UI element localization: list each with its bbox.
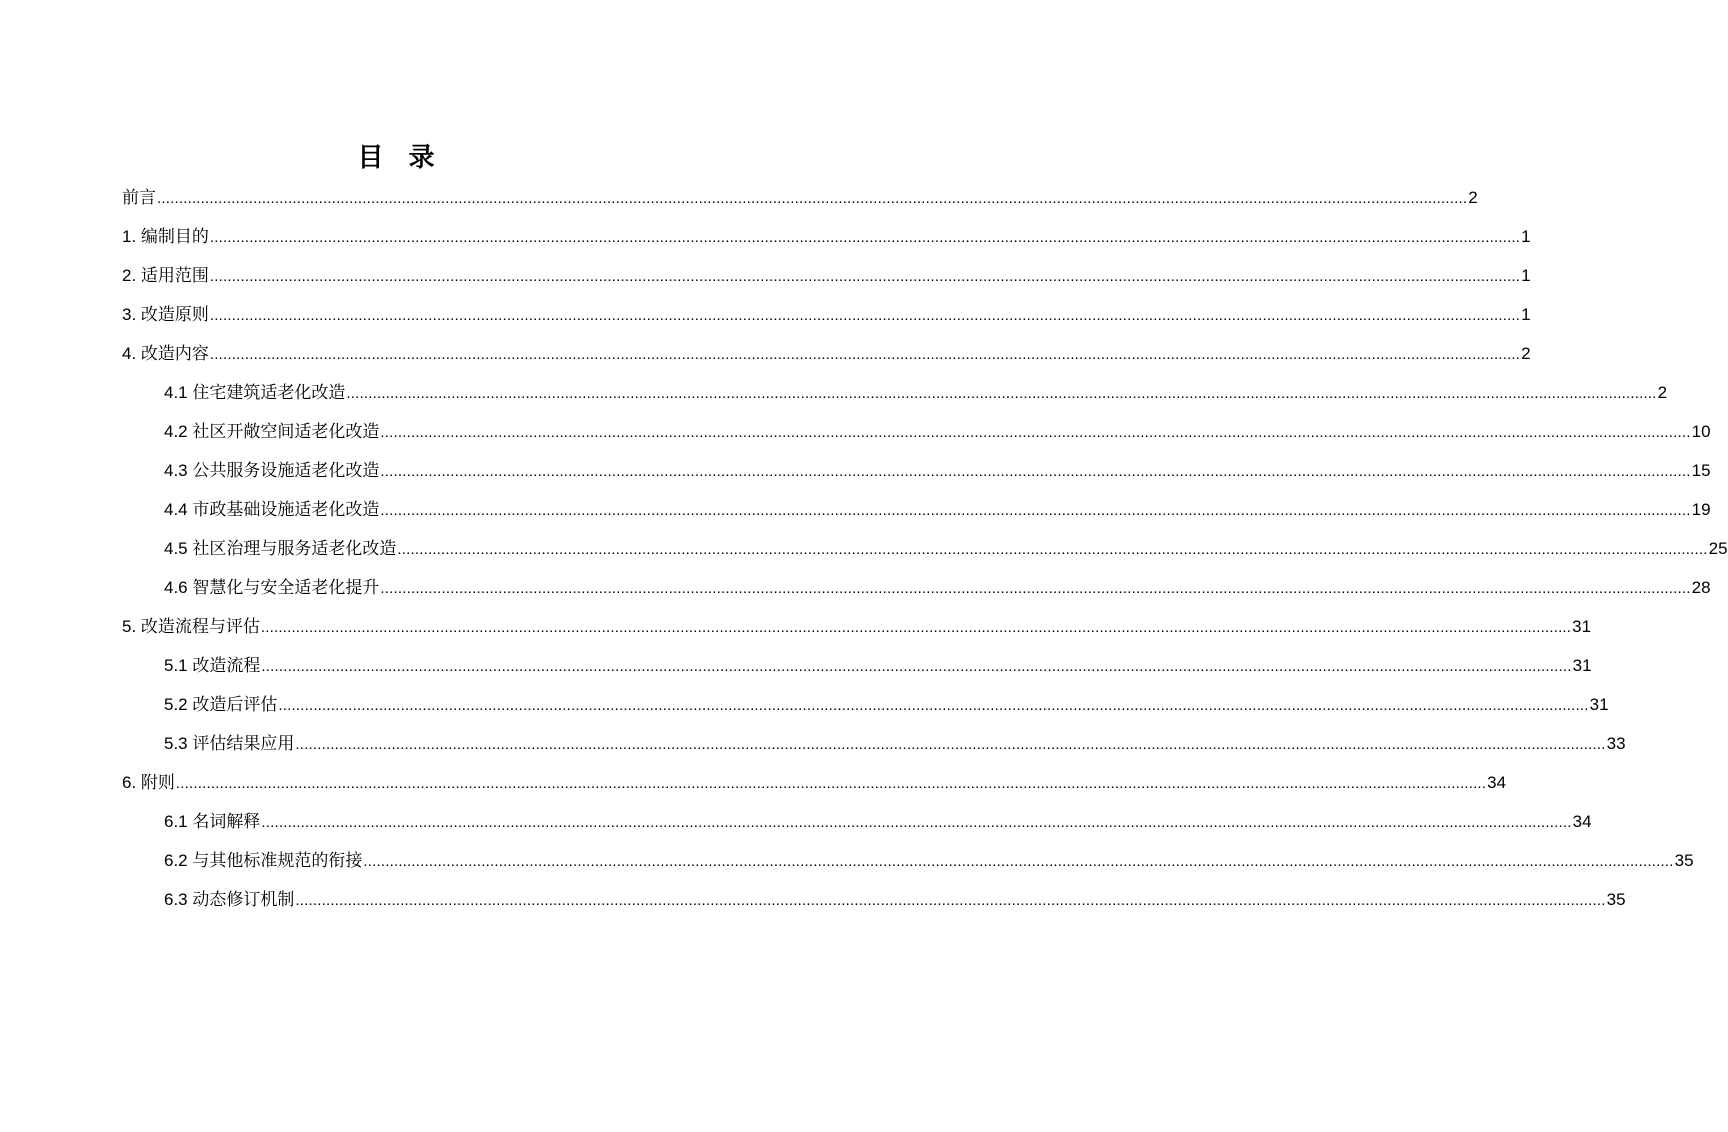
toc-dot-leader: ............................................................................................................................................................................................................................................................................................................: [209, 268, 1521, 285]
toc-entry[interactable]: [122, 183, 1478, 222]
toc-entry-number: 5.: [122, 617, 137, 636]
toc-entry[interactable]: [122, 885, 1626, 924]
toc-entry-text: 市政基础设施适老化改造: [192, 500, 380, 519]
toc-entry-text: 名词解释: [192, 812, 261, 831]
toc-entry[interactable]: [122, 729, 1626, 768]
toc-entry[interactable]: [122, 612, 1592, 651]
toc-dot-leader: ............................................................................................................................................................................................................................................................................................................: [380, 463, 1691, 480]
toc-dot-leader: ............................................................................................................................................................................................................................................................................................................: [209, 307, 1521, 324]
toc-page-number: 2: [1468, 188, 1478, 207]
toc-entry-title: [122, 222, 209, 252]
toc-entry-title: [164, 690, 277, 720]
toc-list: [122, 183, 1728, 924]
toc-page-number: 31: [1572, 656, 1592, 675]
toc-dot-leader: ............................................................................................................................................................................................................................................................................................................: [346, 385, 1657, 402]
toc-dot-leader: ............................................................................................................................................................................................................................................................................................................: [209, 346, 1521, 363]
toc-entry[interactable]: [122, 846, 1694, 885]
toc-entry[interactable]: [122, 534, 1728, 573]
toc-entry-text: 前言: [122, 188, 156, 207]
toc-entry-text: 社区治理与服务适老化改造: [192, 539, 397, 558]
toc-entry-text: 住宅建筑适老化改造: [192, 383, 346, 402]
toc-page-number: 1: [1521, 305, 1531, 324]
toc-page-number: 33: [1606, 734, 1626, 753]
toc-entry-text: 附则: [140, 773, 175, 792]
toc-entry[interactable]: [122, 573, 1711, 612]
toc-entry-text: 改造流程与评估: [140, 617, 260, 636]
toc-entry[interactable]: [122, 261, 1531, 300]
toc-dot-leader: ............................................................................................................................................................................................................................................................................................................: [278, 697, 1589, 714]
toc-entry[interactable]: [122, 378, 1668, 417]
toc-entry[interactable]: [122, 495, 1711, 534]
toc-entry-title: [164, 846, 362, 876]
toc-dot-leader: ............................................................................................................................................................................................................................................................................................................: [363, 853, 1674, 870]
toc-entry-number: 4.6: [164, 578, 188, 597]
toc-entry-title: [164, 417, 379, 447]
toc-page-number: 34: [1572, 812, 1592, 831]
toc-entry[interactable]: [122, 222, 1531, 261]
toc-entry-number: 4.1: [164, 383, 188, 402]
toc-entry-title: [164, 651, 260, 681]
toc-entry-title: [164, 729, 294, 759]
toc-entry-number: 5.2: [164, 695, 188, 714]
toc-entry[interactable]: [122, 768, 1507, 807]
toc-entry-title: [122, 768, 175, 798]
toc-entry[interactable]: [122, 456, 1711, 495]
toc-entry[interactable]: [122, 339, 1531, 378]
toc-page-number: 31: [1589, 695, 1609, 714]
toc-entry-text: 评估结果应用: [192, 734, 295, 753]
toc-dot-leader: ............................................................................................................................................................................................................................................................................................................: [175, 775, 1487, 792]
toc-entry-text: 适用范围: [140, 266, 209, 285]
toc-entry-number: 4.3: [164, 461, 188, 480]
toc-entry-number: 5.3: [164, 734, 188, 753]
toc-dot-leader: ............................................................................................................................................................................................................................................................................................................: [261, 814, 1572, 831]
toc-entry-text: 改造内容: [140, 344, 209, 363]
toc-entry-number: 1.: [122, 227, 137, 246]
toc-entry-text: 改造流程: [192, 656, 261, 675]
toc-entry-text: 公共服务设施适老化改造: [192, 461, 380, 480]
toc-entry-text: 动态修订机制: [192, 890, 295, 909]
toc-entry[interactable]: [122, 651, 1592, 690]
toc-entry-title: [164, 456, 379, 486]
toc-entry-number: 4.4: [164, 500, 188, 519]
toc-entry-number: 6.2: [164, 851, 188, 870]
toc-entry-number: 5.1: [164, 656, 188, 675]
toc-page-number: 34: [1487, 773, 1507, 792]
toc-page-number: 35: [1674, 851, 1694, 870]
toc-dot-leader: ............................................................................................................................................................................................................................................................................................................: [295, 892, 1606, 909]
toc-entry-title: [164, 378, 345, 408]
toc-page-number: 25: [1708, 539, 1728, 558]
toc-entry-number: 6.1: [164, 812, 188, 831]
toc-page-number: 15: [1691, 461, 1711, 480]
toc-entry-text: 改造原则: [140, 305, 209, 324]
toc-entry-number: 6.: [122, 773, 137, 792]
toc-entry-title: [122, 183, 156, 213]
toc-dot-leader: ............................................................................................................................................................................................................................................................................................................: [260, 619, 1572, 636]
toc-page-number: 2: [1521, 344, 1531, 363]
toc-dot-leader: ............................................................................................................................................................................................................................................................................................................: [380, 424, 1691, 441]
toc-entry-number: 4.: [122, 344, 137, 363]
toc-page-number: 35: [1606, 890, 1626, 909]
toc-entry-title: [164, 573, 379, 603]
toc-page-number: 1: [1521, 227, 1531, 246]
toc-entry-title: [164, 885, 294, 915]
toc-dot-leader: ............................................................................................................................................................................................................................................................................................................: [261, 658, 1572, 675]
toc-entry-text: 改造后评估: [192, 695, 278, 714]
toc-entry-text: 编制目的: [140, 227, 209, 246]
toc-dot-leader: ............................................................................................................................................................................................................................................................................................................: [209, 229, 1521, 246]
toc-entry[interactable]: [122, 807, 1592, 846]
toc-title: 目 录: [357, 143, 443, 173]
toc-entry-number: 4.5: [164, 539, 188, 558]
toc-entry-title: [122, 339, 209, 369]
toc-page-number: 10: [1691, 422, 1711, 441]
toc-entry-title: [122, 300, 209, 330]
toc-page-number: 19: [1691, 500, 1711, 519]
toc-entry-title: [122, 612, 260, 642]
toc-dot-leader: ............................................................................................................................................................................................................................................................................................................: [397, 541, 1708, 558]
toc-dot-leader: ............................................................................................................................................................................................................................................................................................................: [295, 736, 1606, 753]
toc-entry[interactable]: [122, 690, 1609, 729]
toc-page-number: 31: [1572, 617, 1592, 636]
toc-entry-title: [164, 495, 379, 525]
toc-page-number: 1: [1521, 266, 1531, 285]
toc-entry-number: 2.: [122, 266, 137, 285]
toc-entry-title: [164, 534, 396, 564]
toc-entry-title: [164, 807, 260, 837]
toc-entry-number: 3.: [122, 305, 137, 324]
toc-page-number: 28: [1691, 578, 1711, 597]
toc-entry-number: 6.3: [164, 890, 188, 909]
toc-entry-text: 智慧化与安全适老化提升: [192, 578, 380, 597]
toc-entry-title: [122, 261, 209, 291]
toc-entry[interactable]: [122, 300, 1531, 339]
toc-entry[interactable]: [122, 417, 1711, 456]
toc-entry-text: 与其他标准规范的衔接: [192, 851, 363, 870]
toc-dot-leader: ............................................................................................................................................................................................................................................................................................................: [380, 580, 1691, 597]
toc-entry-text: 社区开敞空间适老化改造: [192, 422, 380, 441]
toc-dot-leader: ............................................................................................................................................................................................................................................................................................................: [380, 502, 1691, 519]
toc-page-number: 2: [1657, 383, 1668, 402]
toc-entry-number: 4.2: [164, 422, 188, 441]
toc-dot-leader: ............................................................................................................................................................................................................................................................................................................: [157, 190, 1468, 207]
